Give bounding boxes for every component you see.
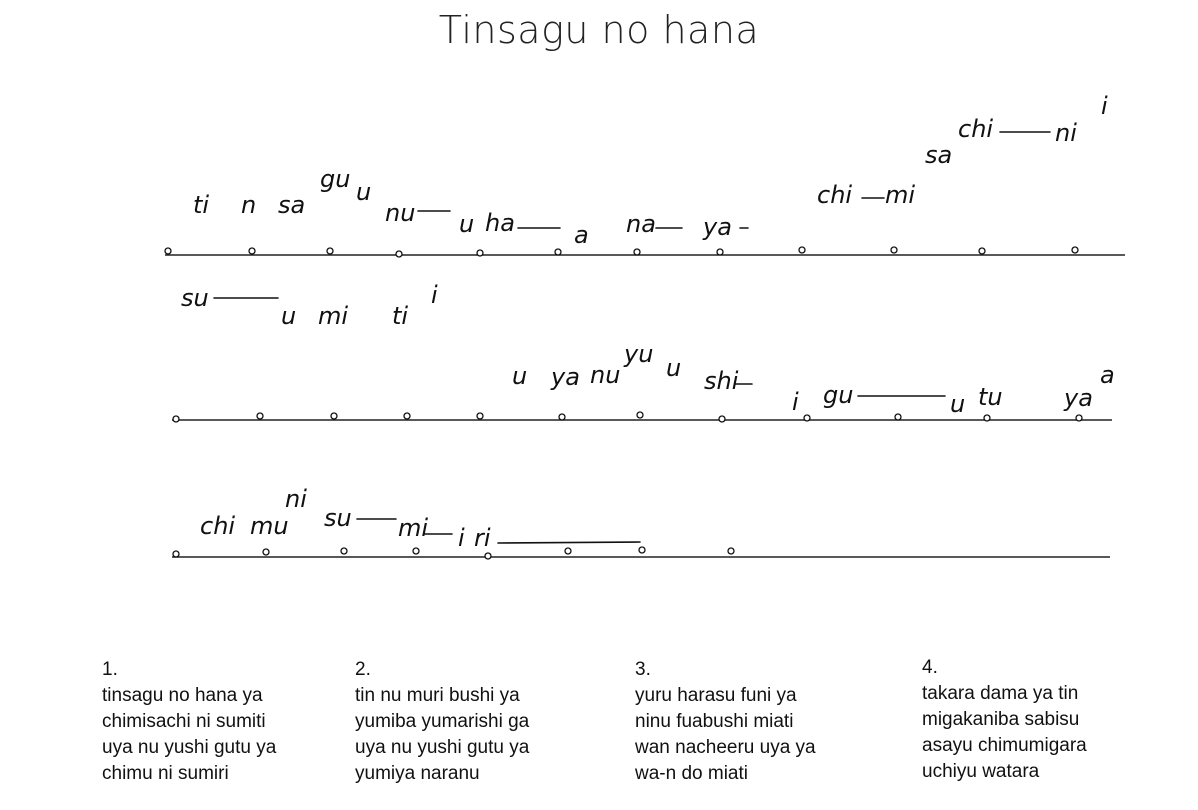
- syllable: tu: [978, 383, 1003, 411]
- syllable: i: [792, 388, 799, 416]
- verse-line: wa-n do miati: [635, 763, 748, 784]
- syllable: na: [626, 210, 656, 238]
- verse-line: tin nu muri bushi ya: [355, 685, 520, 706]
- syllable: n: [241, 191, 257, 219]
- verse-number: 4.: [922, 657, 938, 678]
- verse-1: [102, 657, 362, 787]
- syllable: ya: [1064, 384, 1093, 412]
- syllable: sa: [925, 141, 953, 169]
- syllable: ti: [193, 191, 210, 219]
- syllable: chi: [817, 181, 853, 209]
- syllable: nu: [385, 199, 416, 227]
- syllable: a: [574, 221, 589, 249]
- verse-line: yuru harasu funi ya: [635, 685, 797, 706]
- syllable: yu: [624, 340, 654, 368]
- verse-3: [635, 657, 895, 787]
- syllable: ni: [1055, 119, 1077, 147]
- syllable: u: [666, 354, 682, 382]
- syllable: ha: [485, 209, 515, 237]
- syllable: su: [324, 504, 352, 532]
- page-title: Tinsagu no hana: [438, 8, 760, 52]
- syllable: gu: [823, 381, 854, 409]
- verse-line: chimu ni sumiri: [102, 763, 229, 784]
- syllable: chi: [200, 512, 236, 540]
- verse-4: [922, 655, 1182, 785]
- syllable: mu: [250, 512, 289, 540]
- syllable: nu: [590, 361, 621, 389]
- syllable: su: [181, 284, 209, 312]
- verse-2: [355, 657, 615, 787]
- verse-line: wan nacheeru uya ya: [635, 737, 816, 758]
- verse-number: 2.: [355, 659, 371, 680]
- verse-line: asayu chimumigara: [922, 735, 1087, 756]
- lyric-line-2: [181, 281, 1115, 418]
- verse-line: yumiba yumarishi ga: [355, 711, 530, 732]
- syllable: sa: [278, 191, 306, 219]
- lyric-line-3: [200, 485, 491, 552]
- syllable: ri: [474, 524, 491, 552]
- syllable: ya: [703, 213, 732, 241]
- syllable: a: [1100, 361, 1115, 389]
- syllable: u: [512, 362, 528, 390]
- syllable: u: [356, 178, 372, 206]
- syllable: shi: [704, 367, 739, 395]
- verse-line: uya nu yushi gutu ya: [102, 737, 277, 758]
- verse-line: takara dama ya tin: [922, 683, 1079, 704]
- verse-line: yumiya naranu: [355, 763, 480, 784]
- syllable: chi: [958, 115, 994, 143]
- verse-line: uya nu yushi gutu ya: [355, 737, 530, 758]
- lyric-line-1: [193, 92, 1108, 249]
- syllable: i: [431, 281, 438, 309]
- verse-line: tinsagu no hana ya: [102, 685, 263, 706]
- syllable: mi: [885, 181, 916, 209]
- syllable: i: [1101, 92, 1108, 120]
- syllable: mi: [318, 302, 349, 330]
- syllable: mi: [398, 514, 429, 542]
- verse-line: migakaniba sabisu: [922, 709, 1080, 730]
- syllable: u: [950, 390, 966, 418]
- syllable: ti: [392, 302, 409, 330]
- verse-number: 1.: [102, 659, 118, 680]
- verse-line: uchiyu watara: [922, 761, 1040, 782]
- syllable: i: [458, 524, 465, 552]
- syllable: gu: [320, 165, 351, 193]
- syllable: ni: [285, 485, 307, 513]
- syllable: u: [281, 302, 297, 330]
- syllable: u: [459, 210, 475, 238]
- verse-number: 3.: [635, 659, 651, 680]
- verse-line: chimisachi ni sumiti: [102, 711, 266, 732]
- verse-line: ninu fuabushi miati: [635, 711, 794, 732]
- syllable: ya: [551, 363, 580, 391]
